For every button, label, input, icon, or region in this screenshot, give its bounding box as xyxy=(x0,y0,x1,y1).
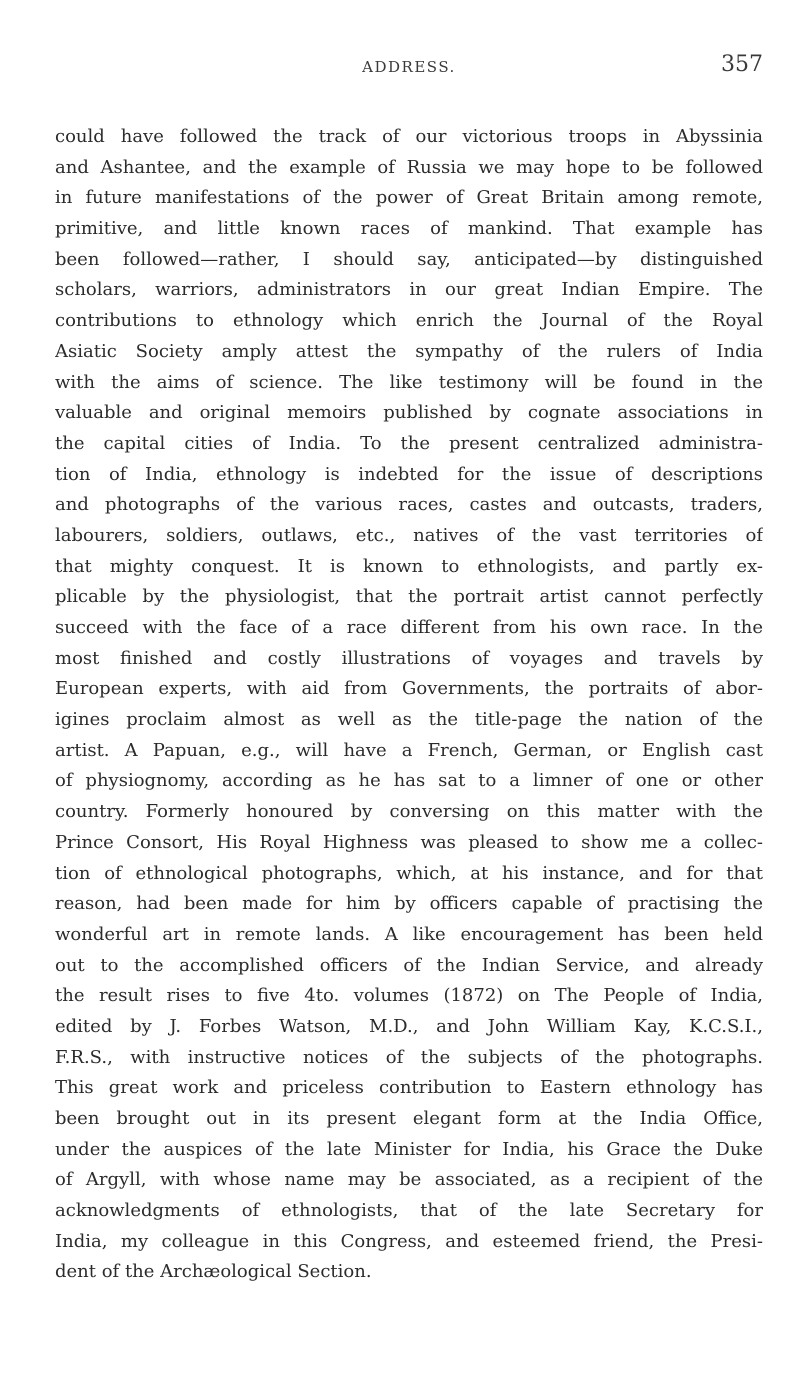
text-line: artist. A Papuan, e.g., will have a French, German, or English cast xyxy=(55,739,763,761)
text-line: tion of India, ethnology is indebted for the issue of descriptions xyxy=(55,463,763,485)
text-line: European experts, with aid from Governments, the portraits of abor- xyxy=(55,678,763,700)
running-title: ADDRESS. xyxy=(362,58,456,76)
text-line: valuable and original memoirs published by cognate associations in xyxy=(55,402,763,424)
text-line: that mighty conquest. It is known to ethnologists, and partly ex- xyxy=(55,555,763,577)
text-line: contributions to ethnology which enrich the Journal of the Royal xyxy=(55,310,763,332)
text-line: of Argyll, with whose name may be associated, as a recipient of the xyxy=(55,1169,763,1191)
running-head xyxy=(55,52,763,90)
text-line: country. Formerly honoured by conversing on this matter with the xyxy=(55,801,763,823)
book-page xyxy=(55,52,763,1288)
body-paragraph xyxy=(55,122,763,1288)
text-line: reason, had been made for him by officers capable of practising the xyxy=(55,893,763,915)
text-line: acknowledgments of ethnologists, that of the late Secretary for xyxy=(55,1200,763,1222)
text-line: Asiatic Society amply attest the sympathy of the rulers of India xyxy=(55,340,763,362)
text-line: dent of the Archæological Section. xyxy=(55,1261,372,1283)
text-line: under the auspices of the late Minister for India, his Grace the Duke xyxy=(55,1138,763,1160)
text-line: This great work and priceless contribution to Eastern ethnology has xyxy=(55,1077,763,1099)
text-line: succeed with the face of a race different from his own race. In the xyxy=(55,617,763,638)
text-line: edited by J. Forbes Watson, M.D., and John William Kay, K.C.S.I., xyxy=(55,1015,763,1037)
text-line: the capital cities of India. To the present centralized administra- xyxy=(55,432,763,454)
text-line: primitive, and little known races of mankind. That example has xyxy=(55,218,763,240)
text-line: out to the accomplished officers of the Indian Service, and already xyxy=(55,954,763,976)
text-line: wonderful art in remote lands. A like encouragement has been held xyxy=(55,923,763,945)
text-line: of physiognomy, according as he has sat to a limner of one or other xyxy=(55,770,763,792)
text-line: F.R.S., with instructive notices of the subjects of the photographs. xyxy=(55,1046,763,1068)
text-line: with the aims of science. The like testimony will be found in the xyxy=(55,371,763,393)
text-line: plicable by the physiologist, that the portrait artist cannot perfectly xyxy=(55,586,763,608)
text-line: scholars, warriors, administrators in our great Indian Empire. The xyxy=(55,279,763,301)
text-line: labourers, soldiers, outlaws, etc., natives of the vast territories of xyxy=(55,524,763,546)
text-line: tion of ethnological photographs, which, at his instance, and for that xyxy=(55,862,763,884)
text-line: India, my colleague in this Congress, and esteemed friend, the Presi- xyxy=(55,1230,763,1252)
text-line: most finished and costly illustrations of voyages and travels by xyxy=(55,647,763,669)
text-line: and photographs of the various races, castes and outcasts, traders, xyxy=(55,494,763,516)
text-line: in future manifestations of the power of Great Britain among remote, xyxy=(55,187,763,209)
text-line: Prince Consort, His Royal Highness was pleased to show me a collec- xyxy=(55,831,763,853)
text-line: been brought out in its present elegant form at the India Office, xyxy=(55,1108,763,1129)
text-line: and Ashantee, and the example of Russia we may hope to be followed xyxy=(55,156,763,178)
text-line: been followed—rather, I should say, anticipated—by distinguished xyxy=(55,248,763,270)
text-line: the result rises to five 4to. volumes (1872) on The People of India, xyxy=(55,985,763,1007)
text-line: could have followed the track of our victorious troops in Abyssinia xyxy=(55,126,763,147)
text-line: igines proclaim almost as well as the title-page the nation of the xyxy=(55,709,763,731)
page-number: 357 xyxy=(721,52,763,77)
